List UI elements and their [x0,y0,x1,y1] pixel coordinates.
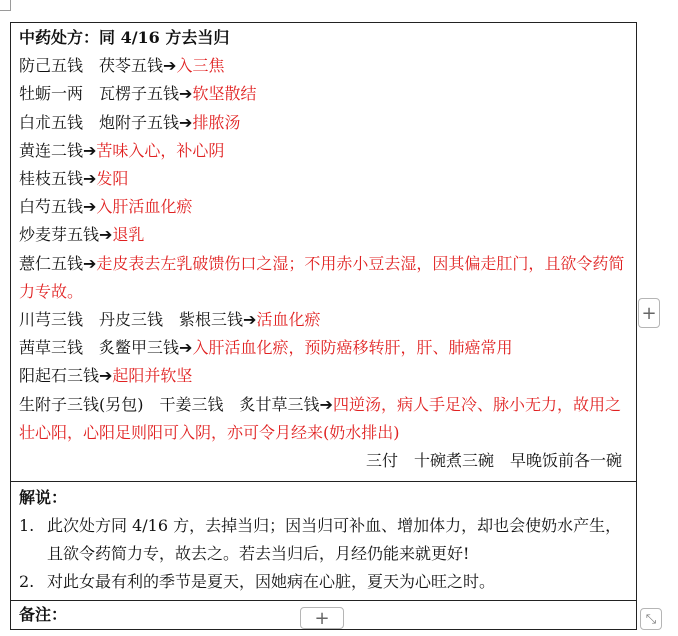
prescription-line [19,193,628,221]
herb-dose: 阳起石三钱 [19,366,100,386]
explanation-section [11,482,636,601]
list-number: 2. [19,572,35,592]
herb-dose: 紫根三钱 [179,310,244,330]
arrow-right-icon: ➔ [319,394,333,414]
herb-note: 四逆汤，病人手足冷、脉小无力，故用之壮心阳，心阳足则阳可入阴，亦可令月经来(奶水排出) [19,394,621,442]
herb-note: 苦味入心，补心阴 [96,140,225,160]
herb-dose: 白芍五钱 [19,197,84,217]
herb-dose: 炒麦芽五钱 [19,225,100,245]
list-number: 1. [19,516,35,536]
add-row-button[interactable]: + [300,607,344,629]
herb-dose: 炙鳖甲三钱 [99,338,180,358]
prescription-line [19,250,628,306]
prescription-line [19,137,628,165]
herb-note: 软坚散结 [192,84,257,104]
list-text: 此次处方同 4/16 方，去掉当归；因当归可补血、增加体力，却也会使奶水产生，且欲令药简力专，故去之。若去当归后，月经仍能来就更好! [47,516,622,564]
herb-dose: 牡蛎一两 [19,84,84,104]
herb-note: 入肝活血化瘀，预防癌移转肝，肝、肺癌常用 [192,338,513,358]
arrow-right-icon: ➔ [83,169,97,189]
herb-dose: 茜草三钱 [19,338,84,358]
prescription-line [19,306,628,334]
arrow-right-icon: ➔ [243,310,257,330]
herb-dose: 炮附子五钱 [99,112,180,132]
herb-dose: 防己五钱 [19,56,84,76]
prescription-line [19,221,628,249]
herb-dose: 茯苓五钱 [99,56,164,76]
herb-note: 发阳 [96,169,129,189]
prescription-lines [19,52,628,447]
herb-note: 排脓汤 [192,112,241,132]
add-column-button[interactable]: + [638,298,660,328]
arrow-right-icon: ➔ [179,338,193,358]
page-corner-mark [0,0,11,11]
list-text: 对此女最有利的季节是夏天，因她病在心脏，夏天为心旺之时。 [47,572,496,592]
herb-note: 退乳 [112,225,145,245]
arrow-right-icon: ➔ [179,84,193,104]
prescription-line [19,334,628,362]
prescription-line [19,391,628,447]
herb-dose: 桂枝五钱 [19,169,84,189]
herb-note: 起阳并软坚 [112,366,193,386]
arrow-right-icon: ➔ [179,112,193,132]
arrow-right-icon: ➔ [83,197,97,217]
herb-note: 活血化瘀 [256,310,321,330]
dosage-instructions: 三付 十碗煮三碗 早晚饭前各一碗 [365,451,622,471]
herb-note: 走皮表去左乳破馈伤口之湿；不用赤小豆去湿，因其偏走肛门，且欲令药简力专故。 [19,253,625,301]
arrow-right-icon: ➔ [83,140,97,160]
herb-note: 入三焦 [176,56,225,76]
herb-dose: 川芎三钱 [19,310,84,330]
notes-heading: 备注： [19,605,68,625]
herb-dose: 白朮五钱 [19,112,84,132]
arrow-right-icon: ➔ [99,366,113,386]
herb-dose: 瓦楞子五钱 [99,84,180,104]
arrow-right-icon: ➔ [99,225,113,245]
prescription-line [19,109,628,137]
herb-dose: 丹皮三钱 [99,310,164,330]
prescription-line [19,165,628,193]
list-item [19,568,628,596]
prescription-line [19,80,628,108]
explanation-heading: 解说： [19,488,68,508]
prescription-section [11,23,636,482]
herb-dose: 炙甘草三钱 [239,394,320,414]
prescription-line [19,362,628,390]
resize-handle-icon[interactable]: ⤡ [640,608,662,630]
herb-dose: 干姜三钱 [159,394,224,414]
arrow-right-icon: ➔ [83,253,97,273]
herb-note: 入肝活血化瘀 [96,197,193,217]
prescription-line [19,52,628,80]
herb-dose: 生附子三钱(另包) [19,394,144,414]
herb-dose: 黄连二钱 [19,140,84,160]
arrow-right-icon: ➔ [163,56,177,76]
herb-dose: 薏仁五钱 [19,253,84,273]
prescription-heading: 中药处方：同 4/16 方去当归 [19,28,230,47]
document-table [10,22,637,630]
explanation-list [19,512,628,596]
list-item [19,512,628,568]
